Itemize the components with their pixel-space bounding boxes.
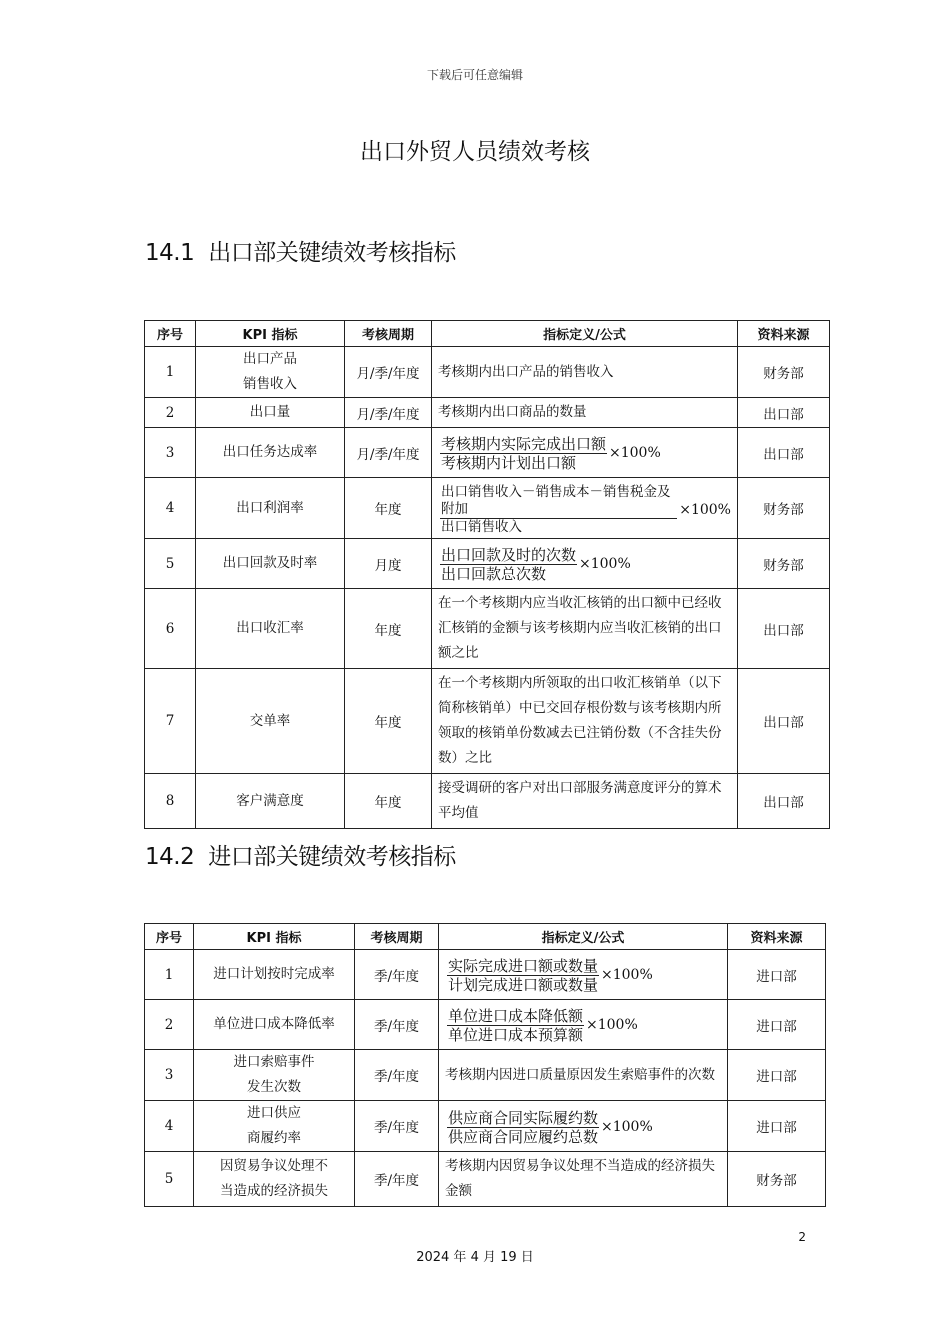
column-header: 指标定义/公式: [432, 321, 738, 347]
column-header: 指标定义/公式: [439, 924, 728, 950]
table-row: [145, 428, 830, 478]
column-header: 资料来源: [728, 924, 826, 950]
kpi-name-line: 单位进口成本降低率: [213, 1016, 335, 1032]
row-number: 1: [145, 347, 196, 398]
row-number: 6: [145, 589, 196, 669]
row-number: 5: [145, 539, 196, 589]
formula-denominator: 单位进口成本预算额: [448, 1026, 584, 1044]
row-number: 3: [145, 428, 196, 478]
table-row: [145, 1050, 826, 1101]
data-source: 进口部: [728, 950, 826, 1000]
fraction: [447, 957, 599, 994]
kpi-name-line: 进口索赔事件: [233, 1054, 315, 1070]
data-source: 进口部: [728, 1050, 826, 1101]
definition-formula: [432, 428, 738, 478]
definition-text: 考核期内因进口质量原因发生索赔事件的次数: [445, 1066, 715, 1083]
formula-denominator: 供应商合同应履约总数: [448, 1127, 599, 1146]
formula: [447, 957, 653, 994]
data-source: 财务部: [738, 539, 830, 589]
kpi-name: [194, 1050, 355, 1101]
row-number: 4: [145, 1101, 194, 1152]
kpi-name: [196, 478, 345, 539]
assessment-period: 月/季/年度: [345, 398, 432, 428]
formula-denominator: 考核期内计划出口额: [441, 454, 577, 472]
document-title: 出口外贸人员绩效考核: [360, 139, 590, 165]
kpi-name-line: 出口任务达成率: [222, 444, 318, 460]
definition-formula: [432, 539, 738, 589]
table-row: [145, 669, 830, 774]
assessment-period: 月/季/年度: [345, 428, 432, 478]
definition-text: 在一个考核期内所领取的出口收汇核销单（以下简称核销单）中已交回存根份数与该考核期内所领取的核销单份数减去已注销份数（不含挂失份数）之比: [438, 675, 722, 766]
formula-denominator: 计划完成进口额或数量: [448, 976, 599, 994]
kpi-name-line: 商履约率: [247, 1130, 301, 1146]
definition-formula: [432, 478, 738, 539]
kpi-name-line: 出口收汇率: [236, 620, 304, 636]
kpi-name: [194, 1101, 355, 1152]
definition-formula: [439, 950, 728, 1000]
formula-numerator: 实际完成进口额或数量: [448, 957, 599, 975]
import-kpi-table: [144, 923, 826, 1207]
assessment-period: 月度: [345, 539, 432, 589]
row-number: 3: [145, 1050, 194, 1101]
kpi-name: [196, 347, 345, 398]
page-number: 2: [798, 1230, 806, 1244]
section-number: 14.1: [145, 240, 195, 266]
assessment-period: 年度: [345, 669, 432, 774]
fraction: [447, 1007, 584, 1044]
row-number: 2: [145, 1000, 194, 1050]
data-source: 出口部: [738, 428, 830, 478]
formula-numerator: 出口销售收入－销售成本－销售税金及附加: [440, 484, 677, 519]
fraction: [440, 546, 577, 583]
formula: [447, 1007, 638, 1044]
formula: [440, 546, 631, 583]
data-source: 财务部: [738, 478, 830, 539]
formula-numerator: 出口回款及时的次数: [441, 546, 577, 564]
table-row: [145, 478, 830, 539]
column-header: KPI 指标: [196, 321, 345, 347]
formula-denominator: 出口销售收入: [441, 519, 522, 535]
formula-multiplier: ×100%: [601, 967, 653, 983]
footer-date: 2024 年 4 月 19 日: [416, 1250, 534, 1265]
definition-formula: [432, 589, 738, 669]
column-header: 序号: [145, 924, 194, 950]
kpi-name: [196, 669, 345, 774]
kpi-name-line: 当造成的经济损失: [220, 1183, 328, 1199]
section-heading-import: [145, 838, 456, 871]
formula-multiplier: ×100%: [679, 501, 731, 518]
assessment-period: 年度: [345, 478, 432, 539]
kpi-name-line: 客户满意度: [236, 792, 304, 809]
table-header-row: [145, 321, 830, 347]
table-row: [145, 589, 830, 669]
kpi-name-line: 进口供应: [247, 1105, 301, 1121]
row-number: 4: [145, 478, 196, 539]
definition-text: 考核期内出口产品的销售收入: [438, 363, 614, 380]
section-title: 出口部关键绩效考核指标: [208, 240, 456, 266]
kpi-name-line: 出口回款及时率: [222, 555, 318, 571]
assessment-period: 季/年度: [355, 1152, 439, 1207]
kpi-name: [196, 398, 345, 428]
export-kpi-table: [144, 320, 830, 829]
data-source: 进口部: [728, 1101, 826, 1152]
definition-formula: [439, 1050, 728, 1101]
formula-multiplier: ×100%: [609, 445, 661, 461]
table-row: [145, 539, 830, 589]
column-header: 序号: [145, 321, 196, 347]
formula: [440, 435, 661, 472]
fraction: [440, 435, 607, 472]
column-header: 考核周期: [345, 321, 432, 347]
data-source: 财务部: [738, 347, 830, 398]
assessment-period: 年度: [345, 774, 432, 829]
definition-formula: [432, 774, 738, 829]
kpi-name-line: 出口量: [249, 404, 291, 420]
formula: [447, 1109, 653, 1146]
assessment-period: 月/季/年度: [345, 347, 432, 398]
kpi-name-line: 出口产品: [243, 351, 297, 367]
table-row: [145, 774, 830, 829]
kpi-name-line: 销售收入: [243, 376, 297, 392]
fraction: [447, 1109, 599, 1146]
assessment-period: 季/年度: [355, 950, 439, 1000]
kpi-name-line: 出口利润率: [236, 499, 304, 516]
column-header: 考核周期: [355, 924, 439, 950]
section-heading-export: [145, 234, 456, 267]
definition-formula: [439, 1101, 728, 1152]
data-source: 出口部: [738, 669, 830, 774]
kpi-name: [196, 539, 345, 589]
fraction: [440, 484, 677, 536]
row-number: 8: [145, 774, 196, 829]
data-source: 进口部: [728, 1000, 826, 1050]
formula-numerator: 考核期内实际完成出口额: [441, 435, 607, 453]
table-row: [145, 950, 826, 1000]
kpi-name: [194, 1000, 355, 1050]
kpi-name-line: 进口计划按时完成率: [213, 966, 335, 982]
formula-numerator: 供应商合同实际履约数: [448, 1108, 599, 1127]
row-number: 7: [145, 669, 196, 774]
definition-formula: [432, 669, 738, 774]
row-number: 2: [145, 398, 196, 428]
formula: [440, 484, 731, 536]
table-row: [145, 398, 830, 428]
data-source: 财务部: [728, 1152, 826, 1207]
kpi-name: [194, 1152, 355, 1207]
data-source: 出口部: [738, 398, 830, 428]
table-header-row: [145, 924, 826, 950]
formula-multiplier: ×100%: [601, 1118, 653, 1135]
column-header: 资料来源: [738, 321, 830, 347]
assessment-period: 季/年度: [355, 1101, 439, 1152]
row-number: 1: [145, 950, 194, 1000]
definition-text: 考核期内出口商品的数量: [438, 404, 587, 420]
table-row: [145, 347, 830, 398]
data-source: 出口部: [738, 589, 830, 669]
column-header: KPI 指标: [194, 924, 355, 950]
assessment-period: 季/年度: [355, 1000, 439, 1050]
table-row: [145, 1152, 826, 1207]
kpi-name: [196, 428, 345, 478]
kpi-name: [194, 950, 355, 1000]
data-source: 出口部: [738, 774, 830, 829]
formula-multiplier: ×100%: [579, 556, 631, 572]
kpi-name: [196, 774, 345, 829]
section-number: 14.2: [145, 844, 195, 870]
definition-text: 在一个考核期内应当收汇核销的出口额中已经收汇核销的金额与该考核期内应当收汇核销的出口额之比: [438, 595, 722, 661]
definition-formula: [432, 347, 738, 398]
header-note: 下载后可任意编辑: [426, 68, 523, 82]
table-row: [145, 1000, 826, 1050]
definition-formula: [439, 1152, 728, 1207]
definition-formula: [432, 398, 738, 428]
assessment-period: 季/年度: [355, 1050, 439, 1101]
kpi-name-line: 交单率: [249, 712, 291, 729]
row-number: 5: [145, 1152, 194, 1207]
table-row: [145, 1101, 826, 1152]
kpi-name-line: 因贸易争议处理不: [220, 1158, 328, 1174]
definition-text: 接受调研的客户对出口部服务满意度评分的算术平均值: [438, 780, 722, 821]
assessment-period: 年度: [345, 589, 432, 669]
formula-multiplier: ×100%: [586, 1017, 638, 1033]
kpi-name-line: 发生次数: [247, 1079, 301, 1095]
section-title: 进口部关键绩效考核指标: [208, 844, 456, 870]
definition-text: 考核期内因贸易争议处理不当造成的经济损失金额: [445, 1158, 715, 1199]
formula-denominator: 出口回款总次数: [441, 565, 547, 583]
formula-numerator: 单位进口成本降低额: [448, 1007, 584, 1025]
definition-formula: [439, 1000, 728, 1050]
kpi-name: [196, 589, 345, 669]
